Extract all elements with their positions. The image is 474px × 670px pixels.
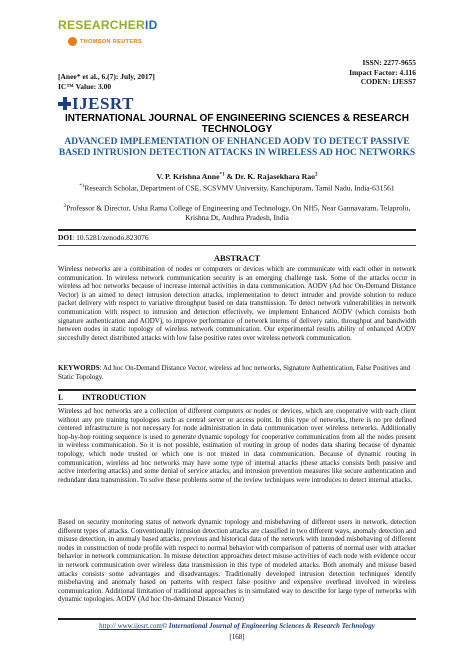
doi: DOI: 10.5281/zenodo.823076 — [58, 233, 149, 242]
coden: CODEN: IJESS7 — [360, 77, 416, 86]
page-number: [168] — [229, 633, 245, 641]
affiliation-1: $^{*1}$Research Scholar, Department of CSE, SCSVMV University, Kanchipuram, Tamil Nadu, India-631561 — [79, 183, 395, 193]
impact-factor: Impact Factor: 4.116 — [349, 67, 416, 77]
ic-value: IC™ Value: 3.00 — [58, 81, 112, 91]
divider — [58, 229, 416, 231]
affiliation-2: $^2$Professor & Director, Usha Rama College of Engineering and Technology, On NH5, Near Gannavaram, Telaprolu, Krishna Dt, Andhra Pradesh, India — [63, 203, 411, 222]
citation: [Anee* et al., 6.(7): July, 2017] — [58, 72, 155, 81]
thomson-reuters-icon — [68, 37, 77, 46]
abstract-heading: ABSTRACT — [213, 253, 261, 263]
researcherid-logo — [58, 18, 178, 58]
abstract-body: Wireless networks are a combination of nodes or computers or devices which are communicate with each other in network communication. In wireless network communication security is an emerging challenge task. Some of the attacks occur in wireless ad hoc networks because of increase internal activities in data communication. AODV (Ad hoc On-Demand Distance Vector) is an aimed to detect intrusion detection attacks, implementation to detect intruder and provide solution to reduce packet delivery with respect to variative throughput based on data transmission. To detect network vulnerabilities in network communication with respect to intrusion and detection effectively, we implement Enhanced AODV (which consists both signature authentication and AODV), to improve performance of network interns of delivery ratio, throughput and bandwidth between nodes in static topology of wireless network communication. Our experimental results ability of enhanced AODV succesfully detect distributed attacks with low false positive rates over wireless network communication. — [58, 265, 416, 342]
divider — [58, 389, 416, 391]
header-left-meta — [58, 72, 155, 91]
thomson-reuters-label: THOMSON REUTERS — [80, 39, 142, 45]
divider — [58, 245, 416, 246]
authors: V. P. Krishna Anne$^{*1}$ & Dr. K. Rajasekhara Rao$^2$ — [156, 172, 318, 181]
journal-link[interactable]: http:// www.ijesrt.com — [99, 622, 162, 630]
researcherid-wordmark: RESEARCHERID — [58, 18, 158, 32]
plus-icon — [58, 97, 71, 110]
keywords: KEYWORDS: Ad hoc On-Demand Distance Vector, wireless ad hoc networks, Signature Authentication, False Positives and Static Topology. — [58, 364, 411, 381]
intro-paragraph-1: Wireless ad hoc networks are a collection of different computers or nodes or devices, which are cooperative with each client without any pre training topologies such as central server or access point. In this type of networks, there is no pre defined centered infrastructure is not necessary for node administration in data communication over wireless networks. Additionally hop-by-hop routing sequence is used to generate dynamic topology for cooperative communication from all the nodes present in wireless communication. So it is not possible, estimation of routing in group of nodes data sharing because of dynamic topology, which node trusted or which one is not trusted in data communication. Because of dynamic routing in communication, wireless ad hoc networks may have some type of internal attacks (these attacks consists both passive and active interfering attacks) and some denial of service attacks, and intrusion prevention measures like secure authentication and redundant data transmission. To solve these problems some of the review techniques were introduces to detect internal attacks. — [58, 407, 416, 484]
journal-name: INTERNATIONAL JOURNAL OF ENGINEERING SCIENCES & RESEARCH TECHNOLOGY — [65, 113, 409, 135]
ijesrt-logo: IJESRT — [58, 94, 134, 114]
paper-title: ADVANCED IMPLEMENTATION OF ENHANCED AODV TO DETECT PASSIVE BASED INTRUSION DETECTION ATTACKS IN WIRELESS AD HOC NETWORKS — [58, 137, 416, 158]
issn: ISSN: 2277-9655 — [362, 58, 416, 67]
footer-divider — [58, 618, 416, 620]
intro-paragraph-2: Based on security monitoring status of network dynamic topology and misbehaving of different users in network, detection different types of attacks. Conventionally intrusion detection attacks are classified in two different ways, anomaly detection and misuse detection, in anomaly based attacks, previous and historical data of the network with intended misbehaving of different nodes in construction of node profile with respect to normal behavior with comparison of patterns of normal user with attacker behavior in network communication. In misuse detection approaches detect misuse activities of each node with evidence occur in network communication over wireless data transmission in this type of modeled attacks. Both anomaly and misuse based attacks consists some advantages and disadvantages. Traditionally developed intrusion detection techniques identify misbehaving and anomaly based on patterns with respect false positive and expensive overhead involved in wireless communication. Additional limitation of traditional approaches is in simulated way to describe for large type of networks with dynamic topologies. AODV (Ad hoc On-demand Distance Vector) — [58, 518, 416, 604]
divider — [58, 404, 416, 405]
footer: http:// www.ijesrt.com© International Journal of Engineering Sciences & Research Technology — [99, 622, 375, 630]
header-right-meta — [349, 58, 416, 87]
section-heading: I. INTRODUCTION — [58, 393, 147, 402]
